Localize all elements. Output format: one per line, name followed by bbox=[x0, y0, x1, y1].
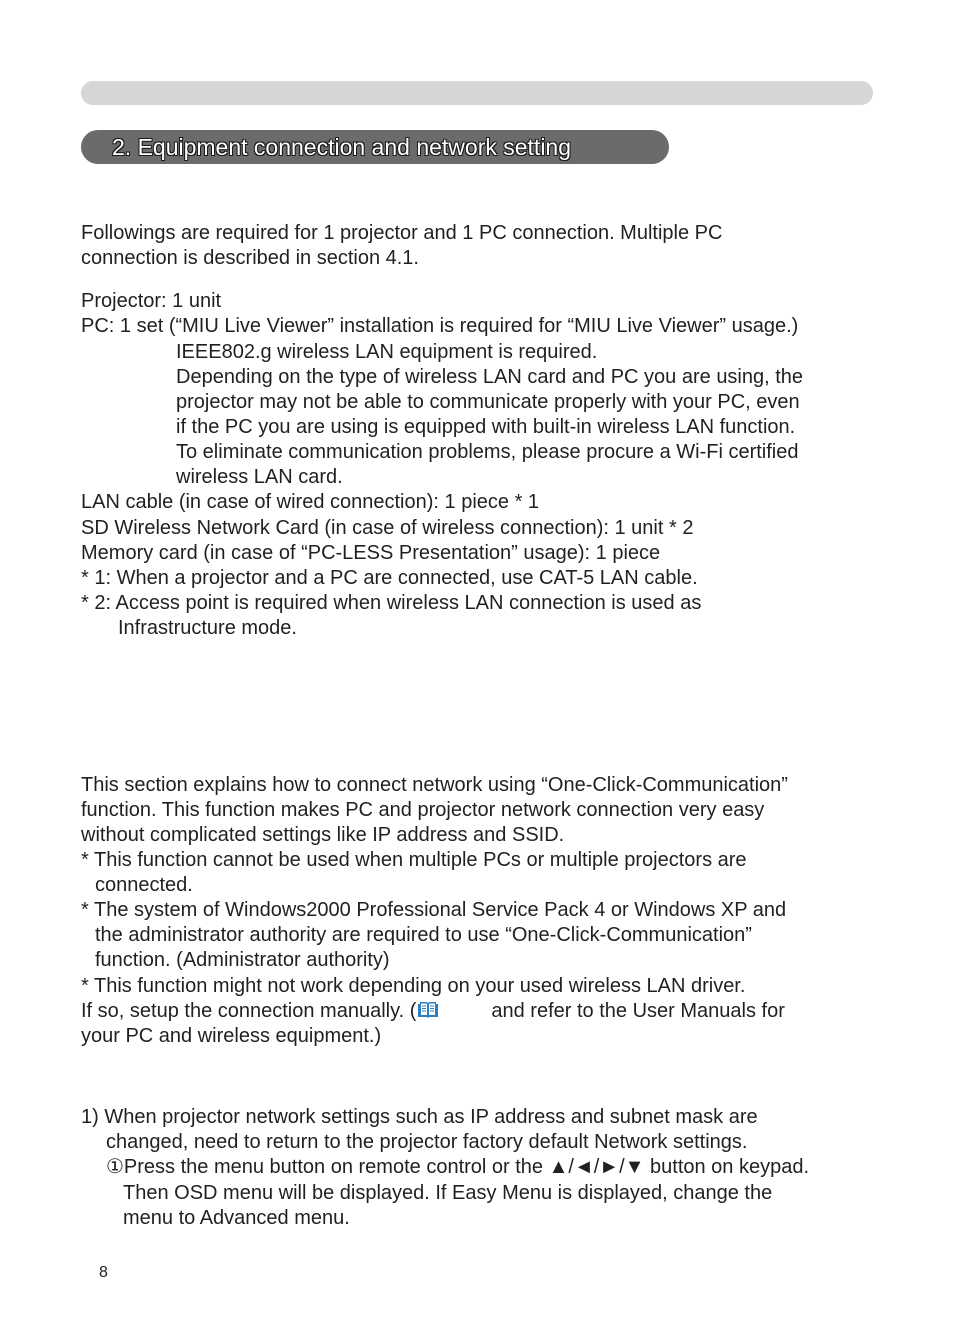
intro-line: connection is described in section 4.1. bbox=[81, 247, 419, 269]
paragraph-line: This section explains how to connect network using “One-Click-Communication” bbox=[81, 774, 788, 796]
book-icon bbox=[417, 1001, 439, 1026]
section-title-banner bbox=[81, 130, 669, 164]
step-substep: Then OSD menu will be displayed. If Easy Menu is displayed, change the bbox=[123, 1182, 773, 1204]
paragraph-line: function. This function makes PC and projector network connection very easy bbox=[81, 799, 765, 821]
manual-setup-line-2: your PC and wireless equipment.) bbox=[81, 1025, 382, 1047]
footnote: * 2: Access point is required when wireless LAN connection is used as bbox=[81, 592, 702, 614]
requirement-note: To eliminate communication problems, please procure a Wi-Fi certified bbox=[176, 441, 799, 463]
step-line: changed, need to return to the projector factory default Network settings. bbox=[106, 1131, 748, 1153]
requirement-note: Depending on the type of wireless LAN card and PC you are using, the bbox=[176, 366, 804, 388]
note-line: * The system of Windows2000 Professional Service Pack 4 or Windows XP and bbox=[81, 899, 787, 921]
note-line: * This function might not work depending on your used wireless LAN driver. bbox=[81, 975, 746, 997]
requirement-note: IEEE802.g wireless LAN equipment is required. bbox=[176, 341, 598, 363]
requirement-note: wireless LAN card. bbox=[176, 466, 343, 488]
section-title: 2. Equipment connection and network setting bbox=[112, 134, 572, 160]
requirement-note: if the PC you are using is equipped with built-in wireless LAN function. bbox=[176, 416, 796, 438]
requirement-item: SD Wireless Network Card (in case of wireless connection): 1 unit * 2 bbox=[81, 517, 694, 539]
requirement-item: Memory card (in case of “PC-LESS Presentation” usage): 1 piece bbox=[81, 542, 661, 564]
requirement-item: LAN cable (in case of wired connection): 1 piece * 1 bbox=[81, 491, 540, 513]
requirement-item: PC: 1 set (“MIU Live Viewer” installation is required for “MIU Live Viewer” usage.) bbox=[81, 315, 799, 337]
note-line: function. (Administrator authority) bbox=[95, 949, 390, 971]
intro-line: Followings are required for 1 projector and 1 PC connection. Multiple PC bbox=[81, 222, 723, 244]
step-line: 1) When projector network settings such as IP address and subnet mask are bbox=[81, 1106, 758, 1128]
manual-setup-text-end: and refer to the User Manuals for bbox=[491, 1000, 785, 1022]
step-substep: ①Press the menu button on remote control or the ▲/◄/►/▼ button on keypad. bbox=[106, 1156, 810, 1178]
page-number: 8 bbox=[99, 1264, 108, 1281]
note-line: the administrator authority are required to use “One-Click-Communication” bbox=[95, 924, 752, 946]
manual-setup-text: If so, setup the connection manually. ( bbox=[81, 1000, 417, 1022]
step-substep: menu to Advanced menu. bbox=[123, 1207, 350, 1229]
requirement-item: Projector: 1 unit bbox=[81, 290, 222, 312]
requirement-note: projector may not be able to communicate properly with your PC, even bbox=[176, 391, 800, 413]
header-bar bbox=[81, 81, 873, 105]
paragraph-line: without complicated settings like IP address and SSID. bbox=[81, 824, 565, 846]
footnote: Infrastructure mode. bbox=[118, 617, 297, 639]
footnote: * 1: When a projector and a PC are connected, use CAT-5 LAN cable. bbox=[81, 567, 698, 589]
note-line: connected. bbox=[95, 874, 193, 896]
note-line: * This function cannot be used when multiple PCs or multiple projectors are bbox=[81, 849, 747, 871]
manual-setup-line bbox=[81, 999, 785, 1026]
